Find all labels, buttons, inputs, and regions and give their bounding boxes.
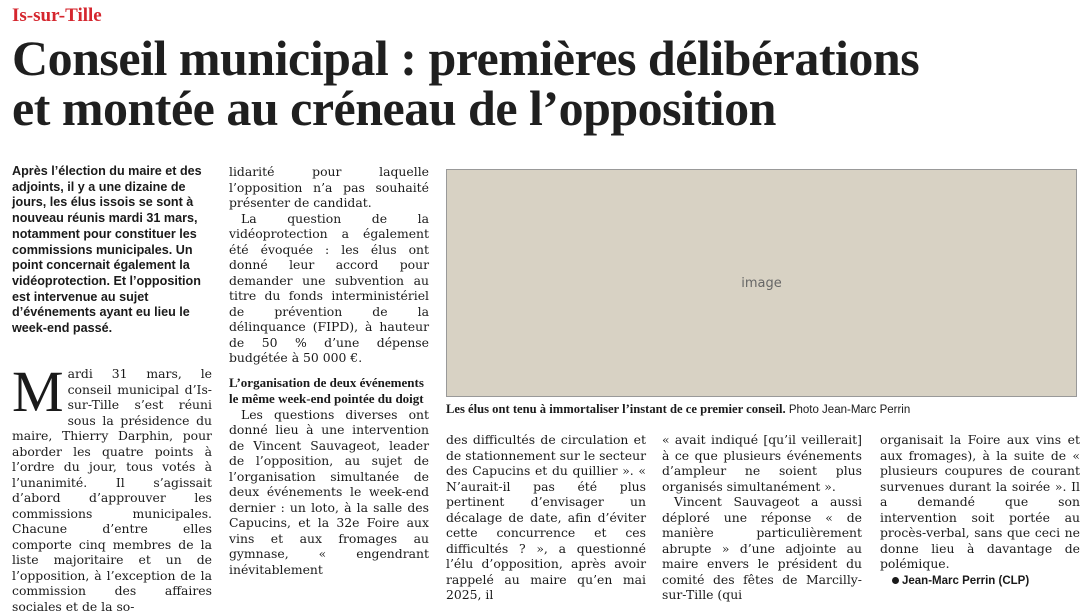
- column-4-paragraph-1: « avait indiqué [qu’il veillerait] à ce que plusieurs événements d’ampleur ne soient plus organisés simultanément ».: [662, 432, 862, 494]
- column-2: [229, 164, 429, 577]
- column-4: [662, 432, 862, 603]
- drop-cap: M: [12, 359, 64, 424]
- lead-text: ardi 31 mars, le conseil municipal d’Is-sur-Tille s’est réuni sous la présidence du maire, Thierry Darphin, pour aborder les quatre points à l’ordre du jour, tous votés à l’unanimité. Il s’agissait d’abord d’approuver les commissions municipales. Chacune d’entre elles comporte cinq membres de la liste majoritaire et un de l’opposition, à l’exception de la commission des affaires sociales et de la so-: [12, 366, 212, 614]
- caption-text: Les élus ont tenu à immortaliser l’instant de ce premier conseil.: [446, 402, 786, 416]
- column-5: [880, 432, 1080, 589]
- standfirst: Après l’élection du maire et des adjoints, il y a une dizaine de jours, les élus issois se sont à nouveau réunis mardi 31 mars, notamment pour constituer les commissions municipales. Un point concernait également la vidéoprotection. Et l’opposition est intervenue au sujet d’événements ayant eu lieu le week-end passé.: [12, 164, 202, 336]
- author-signature: [880, 574, 1080, 590]
- article-photo: image: [446, 169, 1077, 397]
- column-3-paragraph-1: des difficultés de circulation et de stationnement sur le secteur des Capucins et du quillier ». « N’aurait-il pas été plus pertinent d’envisager un décalage de date, afin d’éviter cette concurrence et ces difficultés ? », a questionné l’élu d’opposition, après avoir rappelé au maire qu’en mai 2025, il: [446, 432, 646, 602]
- headline: [12, 30, 1082, 136]
- subheading: L’organisation de deux événements le même week-end pointée du doigt: [229, 374, 424, 406]
- column-4-paragraph-2: Vincent Sauvageot a aussi déploré une réponse « de manière particulièrement abrupte » d’une adjointe au maire envers le président du comité des fêtes de Marcilly-sur-Tille (qui: [662, 494, 862, 602]
- bullet-icon: [892, 577, 899, 584]
- column-2-paragraph-1: lidarité pour laquelle l’opposition n’a pas souhaité présenter de candidat.: [229, 164, 429, 210]
- column-3: [446, 432, 646, 603]
- headline-line-1: Conseil municipal : premières délibérations: [12, 30, 920, 86]
- column-2-paragraph-2: La question de la vidéoprotection a également été évoquée : les élus ont donné leur accord pour demander une subvention au titre du fonds interministériel de prévention de la délinquance (FIPD), à hauteur de 50 % d’une dépense budgétée à 50 000 €.: [229, 210, 429, 365]
- column-2-paragraph-3: Les questions diverses ont donné lieu à une intervention de Vincent Sauvageot, leader de l’opposition, au sujet de l’organisation simultanée de deux événements le week-end dernier : un loto, à la salle des Capucins, et la 32e Foire aux vins et aux fromages au gymnase, « engendrant inévitablement: [229, 406, 429, 577]
- headline-line-2: et montée au créneau de l’opposition: [12, 80, 776, 136]
- lead-paragraph: [12, 359, 212, 614]
- author-name: Jean-Marc Perrin (CLP): [902, 574, 1030, 587]
- photo-credit: Photo Jean-Marc Perrin: [788, 404, 911, 416]
- column-5-paragraph-1: organisait la Foire aux vins et aux fromages), à la suite de « plusieurs coupures de courant survenues durant la soirée ». Il a demandé que son intervention soit portée au procès-verbal, sans que ceci ne donne lieu à davantage de polémique.: [880, 432, 1080, 571]
- section-kicker: Is-sur-Tille: [12, 5, 102, 26]
- photo-caption: [446, 402, 1086, 417]
